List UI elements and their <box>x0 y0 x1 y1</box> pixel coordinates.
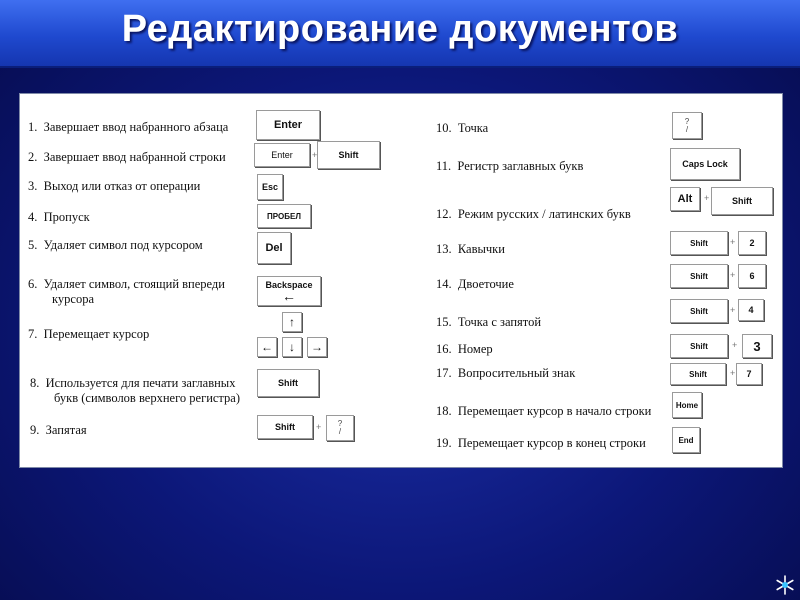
key-shift: Shift <box>257 415 313 439</box>
key-caps-lock: Caps Lock <box>670 148 740 180</box>
key-digit-2: 2 <box>738 231 766 255</box>
key-home: Home <box>672 392 702 418</box>
key-digit-3: 3 <box>742 334 772 358</box>
key-shift: Shift <box>317 141 380 169</box>
snowflake-icon <box>774 574 796 596</box>
list-item: 7. Перемещает курсор <box>28 327 150 341</box>
list-item: 8. Используется для печати заглавных букв (символов верхнего регистра) <box>30 376 241 405</box>
key-question-slash: ? / <box>326 415 354 441</box>
key-arrow-down: ↓ <box>282 337 302 357</box>
plus-sign: + <box>312 150 318 160</box>
plus-sign: + <box>704 193 710 203</box>
key-enter: Enter <box>256 110 320 140</box>
key-arrow-up: ↑ <box>282 312 302 332</box>
key-esc: Esc <box>257 174 283 200</box>
plus-sign: + <box>732 340 738 350</box>
list-item: 4. Пропуск <box>28 210 90 224</box>
list-item: 17. Вопросительный знак <box>436 366 576 380</box>
content-panel <box>19 93 783 468</box>
plus-sign: + <box>730 368 736 378</box>
key-shift: Shift <box>670 299 728 323</box>
key-digit-6: 6 <box>738 264 766 288</box>
key-space: ПРОБЕЛ <box>257 204 311 228</box>
key-backspace: Backspace ← <box>257 276 321 306</box>
list-item: 5. Удаляет символ под курсором <box>28 238 203 252</box>
key-digit-4: 4 <box>738 299 764 321</box>
plus-sign: + <box>730 305 736 315</box>
list-item: 6. Удаляет символ, стоящий впереди курсора <box>28 277 225 306</box>
key-del: Del <box>257 232 291 264</box>
key-end: End <box>672 427 700 453</box>
key-arrow-right: → <box>307 337 327 357</box>
list-item: 19. Перемещает курсор в конец строки <box>436 436 646 450</box>
key-shift: Shift <box>257 369 319 397</box>
page-title: Редактирование документов <box>121 8 679 50</box>
plus-sign: + <box>730 237 736 247</box>
list-item: 3. Выход или отказ от операции <box>28 179 201 193</box>
plus-sign: + <box>316 422 322 432</box>
list-item: 18. Перемещает курсор в начало строки <box>436 404 652 418</box>
list-item: 11. Регистр заглавных букв <box>436 159 584 173</box>
key-arrow-left: ← <box>257 337 277 357</box>
title-bar <box>0 0 800 68</box>
list-item: 2. Завершает ввод набранной строки <box>28 150 226 164</box>
list-item: 14. Двоеточие <box>436 277 514 291</box>
key-alt: Alt <box>670 187 700 211</box>
list-item: 9. Запятая <box>30 423 87 437</box>
list-item: 10. Точка <box>436 121 489 135</box>
key-shift: Shift <box>670 264 728 288</box>
key-shift: Shift <box>670 334 728 358</box>
key-shift: Shift <box>670 363 726 385</box>
key-enter: Enter <box>254 143 310 167</box>
list-item: 13. Кавычки <box>436 242 505 256</box>
list-item: 12. Режим русских / латинских букв <box>436 207 631 221</box>
key-digit-7: 7 <box>736 363 762 385</box>
key-question-slash: ? / <box>672 112 702 139</box>
key-shift: Shift <box>711 187 773 215</box>
arrow-left-icon: ← <box>282 288 296 304</box>
list-item: 1. Завершает ввод набранного абзаца <box>28 120 229 134</box>
list-item: 16. Номер <box>436 342 493 356</box>
list-item: 15. Точка с запятой <box>436 315 542 329</box>
key-shift: Shift <box>670 231 728 255</box>
plus-sign: + <box>730 270 736 280</box>
